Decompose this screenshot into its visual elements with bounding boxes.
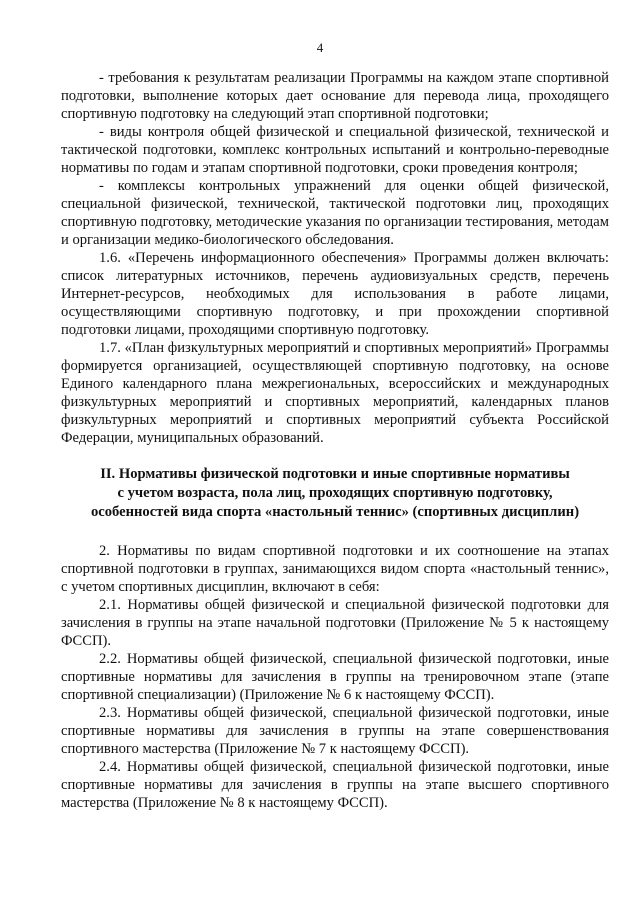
paragraph-2-3: 2.3. Нормативы общей физической, специальной физической подготовки, иные спортивные нормативы для зачисления в группы на этапе совершенствования спортивного мастерства (Приложение № 7 к настоящему ФССП). (61, 705, 609, 757)
paragraph-2-4: 2.4. Нормативы общей физической, специальной физической подготовки, иные спортивные нормативы для зачисления в группы на этапе высшего спортивного мастерства (Приложение № 8 к настоящему ФССП). (61, 759, 609, 811)
paragraph-2-standards: 2. Нормативы по видам спортивной подготовки и их соотношение на этапах спортивной подготовки в группах, занимающихся видом спорта «настольный теннис», с учетом спортивных дисциплин, включают в себя: (61, 543, 609, 595)
section-heading-line: особенностей вида спорта «настольный теннис» (спортивных дисциплин) (90, 504, 580, 520)
document-body (61, 69, 609, 812)
page-number: 4 (316, 40, 324, 55)
paragraph-2-1: 2.1. Нормативы общей физической и специальной физической подготовки для зачисления в группы на этапе начальной подготовки (Приложение № 5 к настоящему ФССП). (61, 597, 609, 649)
paragraph-control-types: - виды контроля общей физической и специальной физической, технической и тактической подготовки, комплекс контрольных испытаний и контрольно-переводные нормативы по годам и этапам спортивной подготовки, сроки проведения контроля; (61, 124, 609, 176)
paragraph-1-6-info-support: 1.6. «Перечень информационного обеспечения» Программы должен включать: список литературных источников, перечень аудиовизуальных средств, перечень Интернет-ресурсов, необходимых для использования в работе лицами, осуществляющими спортивную подготовку, и при прохождении спортивной подготовки лицами, проходящими спортивную подготовку. (61, 250, 609, 338)
paragraph-control-exercises: - комплексы контрольных упражнений для оценки общей физической, специальной физической, технической, тактической подготовки лиц, проходящих спортивную подготовку, методические указания по организации тестирования, методам и организации медико-биологического обследования. (61, 178, 609, 248)
section-heading-line: II. Нормативы физической подготовки и иные спортивные нормативы (100, 466, 570, 482)
paragraph-requirements: - требования к результатам реализации Программы на каждом этапе спортивной подготовки, выполнение которых дает основание для перевода лица, проходящего спортивную подготовку на следующий этап спортивной подготовки; (61, 70, 609, 122)
paragraph-1-7-events-plan: 1.7. «План физкультурных мероприятий и спортивных мероприятий» Программы формируется организацией, осуществляющей спортивную подготовку, на основе Единого календарного плана межрегиональных, всероссийских и международных физкультурных мероприятий и спортивных мероприятий, календарных планов физкультурных мероприятий и спортивных мероприятий субъекта Российской Федерации, муниципальных образований. (61, 340, 609, 446)
section-heading-line: с учетом возраста, пола лиц, проходящих спортивную подготовку, (117, 485, 553, 501)
paragraph-2-2: 2.2. Нормативы общей физической, специальной физической подготовки, иные спортивные нормативы для зачисления в группы на тренировочном этапе (этапе спортивной специализации) (Приложение № 6 к настоящему ФССП). (61, 651, 609, 703)
section-heading (61, 465, 609, 522)
